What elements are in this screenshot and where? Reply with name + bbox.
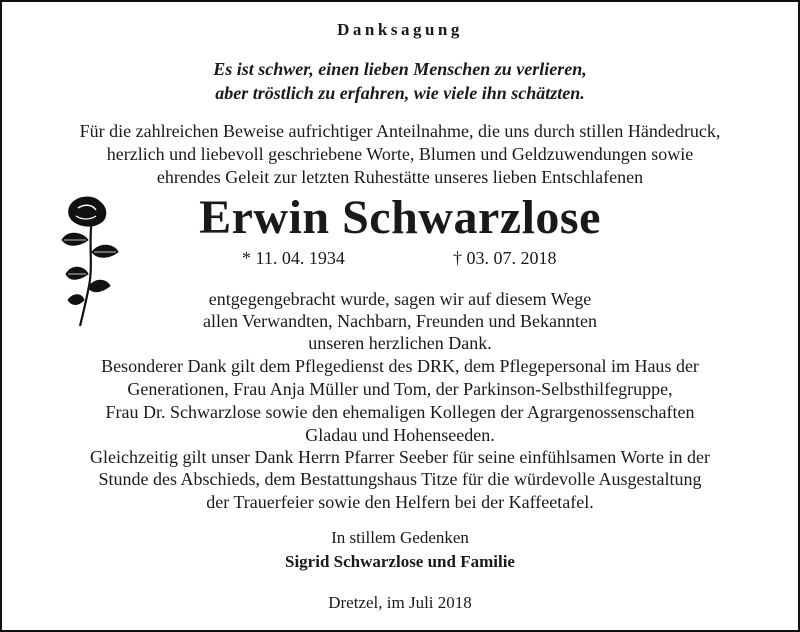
closing-line: In stillem Gedenken	[331, 528, 469, 547]
deceased-name: Erwin Schwarzlose	[199, 191, 601, 244]
intro-line: Für die zahlreichen Beweise aufrichtiger Anteilnahme, die uns durch stillen Händedruck,	[79, 121, 721, 141]
place-date: Dretzel, im Juli 2018	[328, 593, 472, 612]
quote-line-1: Es ist schwer, einen lieben Menschen zu verlieren,	[213, 59, 587, 79]
signature: Sigrid Schwarzlose und Familie	[285, 552, 515, 571]
notice-heading: Danksagung	[337, 20, 463, 39]
body-line: Besonderer Dank gilt dem Pflegedienst des DRK, dem Pflegepersonal im Haus der	[101, 356, 699, 376]
body-line: Gleichzeitig gilt unser Dank Herrn Pfarrer Seeber für seine einfühlsamen Worte in der	[90, 447, 710, 467]
death-date: † 03. 07. 2018	[453, 248, 557, 268]
intro-line: ehrendes Geleit zur letzten Ruhestätte unseres lieben Entschlafenen	[156, 167, 644, 187]
life-dates	[2, 248, 798, 272]
intro-line: herzlich und liebevoll geschriebene Worte, Blumen und Geldzuwendungen sowie	[106, 144, 694, 164]
body-line: Generationen, Frau Anja Müller und Tom, der Parkinson-Selbsthilfegruppe,	[127, 379, 673, 399]
body-line: Gladau und Hohenseeden.	[305, 425, 495, 445]
body-line: allen Verwandten, Nachbarn, Freunden und Bekannten	[202, 311, 598, 331]
quote-line-2: aber tröstlich zu erfahren, wie viele ihn schätzten.	[215, 83, 585, 103]
body-line: Frau Dr. Schwarzlose sowie den ehemaligen Kollegen der Agrargenossenschaften	[105, 402, 695, 422]
body-line: unseren herzlichen Dank.	[308, 333, 492, 353]
body-line: entgegengebracht wurde, sagen wir auf diesem Wege	[208, 289, 592, 309]
body-line: der Trauerfeier sowie den Helfern bei der Kaffeetafel.	[206, 492, 594, 512]
body-line: Stunde des Abschieds, dem Bestattungshaus Titze für die würdevolle Ausgestaltung	[98, 469, 702, 489]
birth-date: * 11. 04. 1934	[242, 248, 345, 268]
